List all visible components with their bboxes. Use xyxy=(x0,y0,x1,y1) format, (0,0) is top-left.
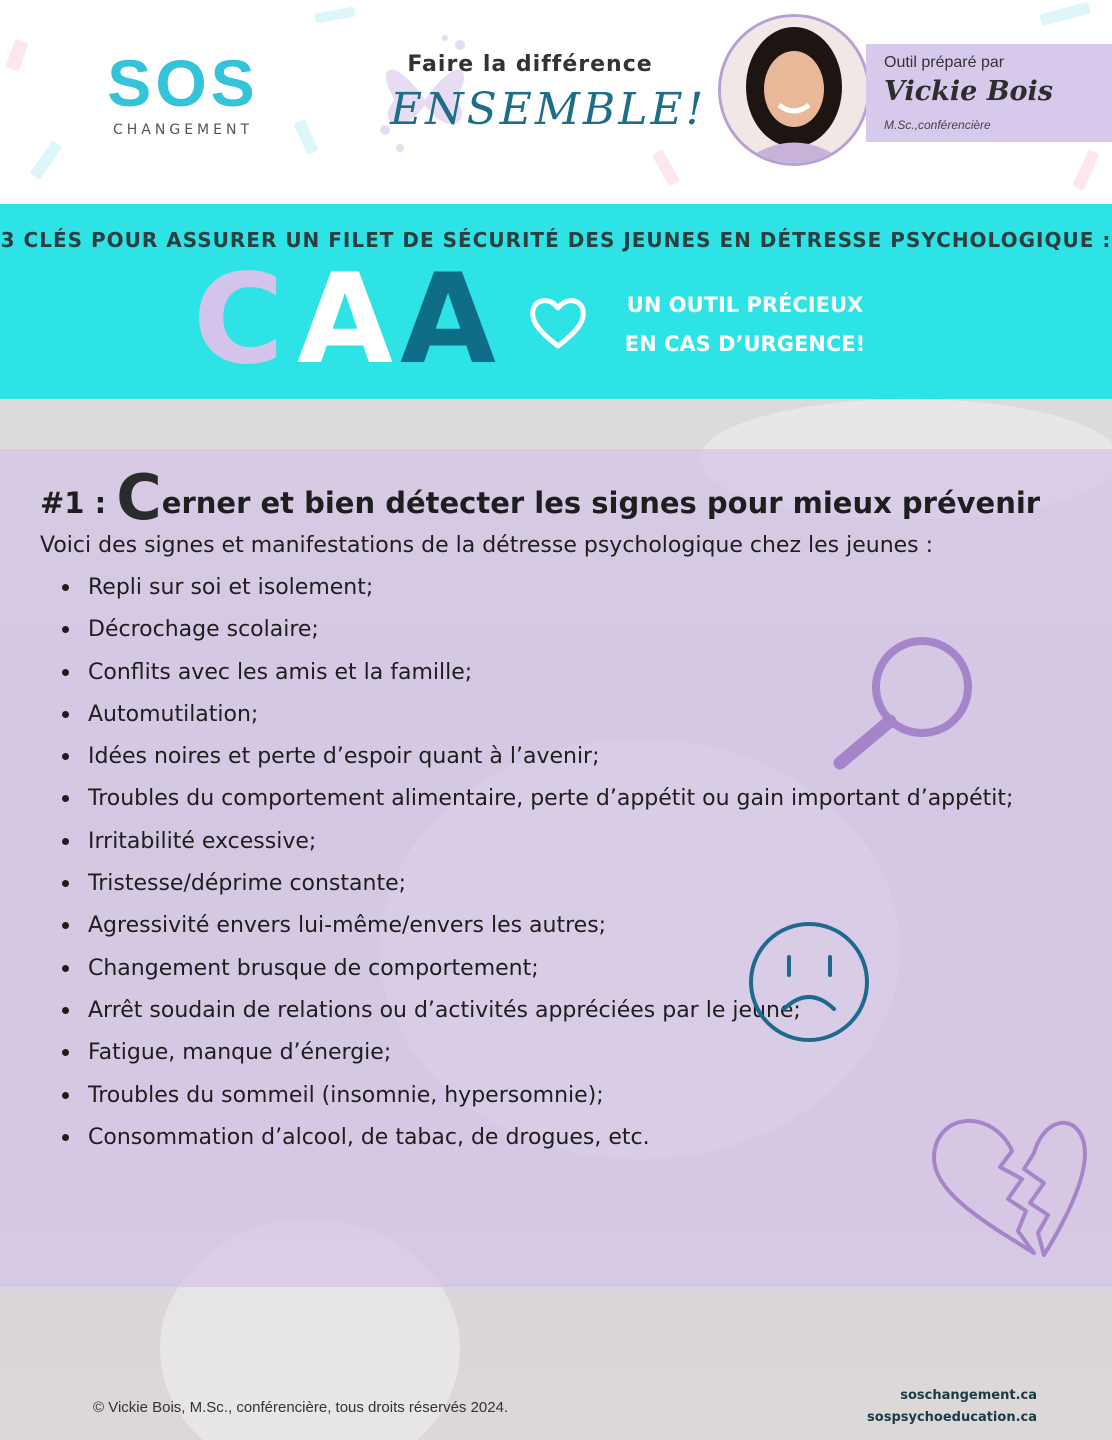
sos-changement-logo xyxy=(88,44,278,144)
bullet xyxy=(62,753,69,760)
author-prefix: Outil préparé par xyxy=(884,54,1005,71)
logo-word: SOS xyxy=(107,46,259,120)
list-item xyxy=(40,567,1084,609)
list-item xyxy=(40,821,1084,863)
author-card xyxy=(866,44,1112,142)
list-item-text: Troubles du sommeil (insomnie, hypersomnie); xyxy=(88,1082,604,1108)
section-intro: Voici des signes et manifestations de la détresse psychologique chez les jeunes : xyxy=(40,533,934,558)
bullet xyxy=(62,880,69,887)
list-item xyxy=(40,1032,1084,1074)
copyright-notice: © Vickie Bois, M.Sc., conférencière, tous droits réservés 2024. xyxy=(93,1399,509,1416)
bullet xyxy=(62,1049,69,1056)
bullet xyxy=(62,1134,69,1141)
content-panel xyxy=(0,449,1112,1287)
banner-subtitle-line-2: EN CAS D’URGENCE! xyxy=(624,332,866,356)
bullet xyxy=(62,711,69,718)
bullet xyxy=(62,795,69,802)
list-item xyxy=(40,990,1084,1032)
caa-letter-a-second: A xyxy=(400,248,496,392)
list-item-text: Décrochage scolaire; xyxy=(88,617,319,643)
list-item-text: Agressivité envers lui-même/envers les autres; xyxy=(88,913,607,939)
tagline-big: ENSEMBLE! xyxy=(390,84,707,135)
list-item-text: Changement brusque de comportement; xyxy=(88,955,539,981)
list-item-text: Arrêt soudain de relations ou d’activités appréciées par le jeune; xyxy=(88,997,801,1023)
footer-links xyxy=(867,1385,1037,1429)
link-soschangement[interactable]: soschangement.ca xyxy=(900,1388,1037,1403)
list-item-text: Repli sur soi et isolement; xyxy=(88,575,374,600)
magnifying-glass-icon xyxy=(826,635,978,771)
caa-letter-a-first: A xyxy=(297,248,393,392)
list-item-text: Tristesse/déprime constante; xyxy=(88,871,407,897)
section-number: #1 : xyxy=(40,486,117,520)
bullet xyxy=(62,1007,69,1014)
banner-title: 3 CLÉS POUR ASSURER UN FILET DE SÉCURITÉ DES JEUNES EN DÉTRESSE PSYCHOLOGIQUE : xyxy=(0,228,1112,252)
banner-subtitle xyxy=(600,286,890,364)
confetti-decoration xyxy=(5,39,28,72)
list-item-text: Fatigue, manque d’énergie; xyxy=(88,1040,392,1066)
list-item-text: Consommation d’alcool, de tabac, de drogues, etc. xyxy=(88,1124,650,1150)
banner-subtitle-line-1: UN OUTIL PRÉCIEUX xyxy=(626,293,864,317)
bullet xyxy=(62,584,69,591)
caa-letter-c: C xyxy=(193,248,285,392)
section-title xyxy=(40,461,1040,534)
bullet xyxy=(62,626,69,633)
list-item-text: Troubles du comportement alimentaire, perte d’appétit ou gain important d’appétit; xyxy=(88,786,1014,812)
author-portrait-icon xyxy=(721,17,867,163)
bullet xyxy=(62,1092,69,1099)
logo-subtitle: CHANGEMENT xyxy=(113,122,253,138)
list-item xyxy=(40,778,1084,820)
link-sospsychoeducation[interactable]: sospsychoeducation.ca xyxy=(867,1410,1037,1425)
tagline-top: Faire la différence xyxy=(407,52,653,77)
section-big-letter: C xyxy=(116,461,162,534)
broken-heart-icon xyxy=(926,1103,1092,1263)
author-name: Vickie Bois xyxy=(884,76,1054,107)
list-item-text: Irritabilité excessive; xyxy=(88,828,317,854)
header xyxy=(0,0,1112,204)
bullet xyxy=(62,669,69,676)
bullet xyxy=(62,965,69,972)
confetti-decoration xyxy=(1039,2,1090,27)
tagline xyxy=(370,30,707,170)
author-title: M.Sc.,conférencière xyxy=(884,118,991,132)
section-title-text: erner et bien détecter les signes pour mieux prévenir xyxy=(161,486,1041,520)
list-item xyxy=(40,905,1084,947)
caa-banner xyxy=(0,204,1112,399)
confetti-decoration xyxy=(314,7,355,24)
list-item-text: Automutilation; xyxy=(88,701,259,727)
heart-outline-icon xyxy=(527,294,589,352)
confetti-decoration xyxy=(1072,149,1100,190)
list-item xyxy=(40,948,1084,990)
list-item-text: Idées noires et perte d’espoir quant à l’avenir; xyxy=(88,744,600,770)
list-item-text: Conflits avec les amis et la famille; xyxy=(88,659,473,685)
author-photo xyxy=(718,14,870,166)
confetti-decoration xyxy=(293,119,318,155)
sad-face-icon xyxy=(746,919,872,1045)
confetti-decoration xyxy=(30,140,63,180)
bullet xyxy=(62,838,69,845)
bullet xyxy=(62,922,69,929)
list-item xyxy=(40,863,1084,905)
